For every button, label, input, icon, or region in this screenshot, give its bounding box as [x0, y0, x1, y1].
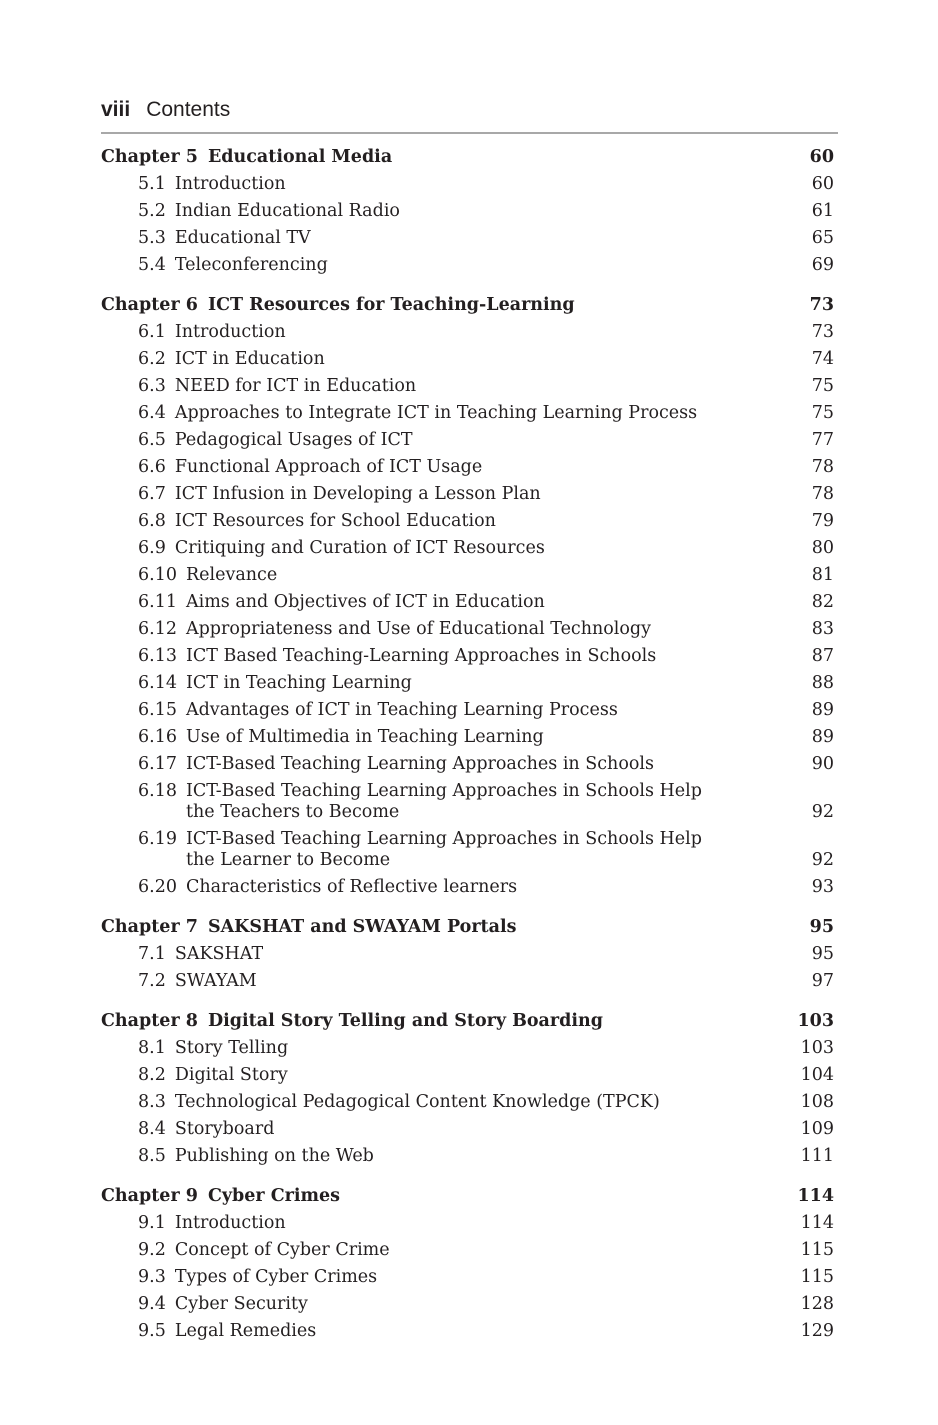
toc-entry[interactable]: [101, 1318, 834, 1345]
toc-entry[interactable]: [101, 225, 834, 252]
section-title-line: Approaches to Integrate ICT in Teaching Learning Process: [174, 403, 698, 423]
section-title-continuation: the Teachers to Become: [185, 802, 400, 822]
section-number: 9.1: [138, 1213, 166, 1233]
chapter-block: [101, 1183, 834, 1345]
chapter-page-number: 60: [809, 147, 834, 167]
toc-entry[interactable]: [101, 751, 834, 778]
section-page-number: 75: [811, 403, 834, 423]
toc-entry[interactable]: [101, 1291, 834, 1318]
toc-entry-text: [138, 427, 413, 454]
section-title: [186, 724, 544, 751]
toc-entry-text: [138, 616, 651, 643]
section-title: [175, 1143, 374, 1170]
toc-entry[interactable]: [101, 508, 834, 535]
section-title: [186, 643, 656, 670]
toc-entry-text: [138, 1035, 288, 1062]
toc-entry[interactable]: [101, 535, 834, 562]
toc-entry[interactable]: [101, 346, 834, 373]
chapter-block: [101, 914, 834, 995]
section-title-line: Functional Approach of ICT Usage: [174, 457, 483, 477]
toc-entry-text: [138, 562, 277, 589]
section-title-line: SAKSHAT: [174, 944, 264, 964]
chapter-title: Digital Story Telling and Story Boarding: [207, 1011, 603, 1031]
chapter-title-group: [101, 1008, 603, 1035]
section-title-line: ICT-Based Teaching Learning Approaches in Schools: [185, 754, 654, 774]
section-page-number: 93: [811, 877, 834, 897]
toc-entry[interactable]: [101, 427, 834, 454]
chapter-title: ICT Resources for Teaching-Learning: [207, 295, 575, 315]
toc-entry[interactable]: [101, 319, 834, 346]
section-number: 6.14: [138, 673, 177, 693]
section-title-line: Aims and Objectives of ICT in Education: [185, 592, 545, 612]
section-title: [175, 373, 416, 400]
chapter-title-group: [101, 144, 392, 171]
chapter-block: [101, 1008, 834, 1170]
toc-entry-text: [138, 941, 263, 968]
section-number: 8.1: [138, 1038, 166, 1058]
section-number: 9.4: [138, 1294, 166, 1314]
section-title-line: ICT-Based Teaching Learning Approaches in Schools Help: [185, 829, 702, 849]
section-number: 9.2: [138, 1240, 166, 1260]
toc-entry-text: [138, 751, 654, 778]
section-title: [175, 225, 311, 252]
toc-entry-text: [138, 1062, 288, 1089]
toc-entry-text: [138, 968, 257, 995]
section-number: 5.3: [138, 228, 166, 248]
table-of-contents: [101, 144, 834, 1358]
section-title: [175, 319, 286, 346]
section-page-number: 128: [800, 1294, 834, 1314]
chapter-label: Chapter 9: [101, 1186, 198, 1206]
section-title-line: NEED for ICT in Education: [174, 376, 417, 396]
toc-entry[interactable]: [101, 826, 834, 874]
chapter-page-number: 103: [797, 1011, 834, 1031]
toc-entry[interactable]: [101, 670, 834, 697]
section-title: [175, 941, 263, 968]
toc-entry[interactable]: [101, 941, 834, 968]
section-title: [175, 1210, 286, 1237]
section-number: 6.11: [138, 592, 177, 612]
section-number: 6.18: [138, 781, 177, 801]
section-title-continuation: the Learner to Become: [185, 850, 391, 870]
toc-entry-text: [138, 697, 618, 724]
section-title-line: Introduction: [174, 322, 286, 342]
section-page-number: 89: [811, 700, 834, 720]
section-title-line: Legal Remedies: [174, 1321, 317, 1341]
toc-entry[interactable]: [101, 1035, 834, 1062]
section-page-number: 78: [811, 484, 834, 504]
section-number: 7.1: [138, 944, 166, 964]
section-title: [186, 562, 277, 589]
section-title: [186, 697, 618, 724]
section-page-number: 109: [800, 1119, 834, 1139]
section-page-number: 65: [811, 228, 834, 248]
toc-entry-text: [138, 1116, 274, 1143]
section-title: [175, 252, 328, 279]
section-page-number: 129: [800, 1321, 834, 1341]
section-page-number: 104: [800, 1065, 834, 1085]
section-title: [175, 968, 257, 995]
section-title-line: Appropriateness and Use of Educational Technology: [185, 619, 652, 639]
section-title-line: Teleconferencing: [174, 255, 328, 275]
toc-entry-text: [138, 481, 541, 508]
section-title-line: Relevance: [185, 565, 278, 585]
section-page-number: 115: [800, 1267, 834, 1287]
section-title-line: Digital Story: [174, 1065, 288, 1085]
section-number: 5.1: [138, 174, 166, 194]
toc-entry-text: [138, 346, 325, 373]
chapter-page-number: 95: [809, 917, 834, 937]
section-title-line: Publishing on the Web: [174, 1146, 374, 1166]
section-page-number: 78: [811, 457, 834, 477]
section-title: [175, 1318, 316, 1345]
toc-entry[interactable]: [101, 1089, 834, 1116]
section-number: 5.2: [138, 201, 166, 221]
toc-entry[interactable]: [101, 400, 834, 427]
section-title-line: Technological Pedagogical Content Knowledge (TPCK): [174, 1092, 660, 1112]
chapter-heading[interactable]: [101, 1008, 834, 1035]
chapter-title-group: [101, 1183, 340, 1210]
section-page-number: 90: [811, 754, 834, 774]
toc-entry-text: [138, 400, 697, 427]
section-title: [175, 427, 413, 454]
section-page-number: 83: [811, 619, 834, 639]
toc-entry[interactable]: [101, 778, 834, 826]
section-page-number: 69: [811, 255, 834, 275]
chapter-heading[interactable]: [101, 914, 834, 941]
section-number: 8.2: [138, 1065, 166, 1085]
toc-entry-text: [138, 373, 416, 400]
section-title-line: ICT Based Teaching-Learning Approaches in Schools: [185, 646, 657, 666]
toc-entry[interactable]: [101, 171, 834, 198]
section-number: 6.5: [138, 430, 166, 450]
chapter-block: [101, 144, 834, 279]
toc-entry[interactable]: [101, 481, 834, 508]
section-title-line: Story Telling: [174, 1038, 289, 1058]
toc-entry-text: [138, 319, 286, 346]
toc-entry-text: [138, 1089, 660, 1116]
toc-entry-text: [138, 171, 286, 198]
section-title-line: ICT-Based Teaching Learning Approaches in Schools Help: [185, 781, 702, 801]
toc-entry-text: [138, 781, 702, 823]
toc-entry-text: [138, 643, 656, 670]
toc-entry-text: [138, 829, 702, 871]
section-title-line: ICT Resources for School Education: [174, 511, 496, 531]
section-number: 6.2: [138, 349, 166, 369]
section-title: [186, 781, 702, 823]
section-title: [175, 1264, 377, 1291]
chapter-label: Chapter 5: [101, 147, 198, 167]
chapter-heading[interactable]: [101, 144, 834, 171]
chapter-page-number: 114: [797, 1186, 834, 1206]
toc-entry[interactable]: [101, 1210, 834, 1237]
section-title: [175, 1035, 288, 1062]
section-title: [186, 589, 545, 616]
section-number: 9.5: [138, 1321, 166, 1341]
section-title-line: Educational TV: [174, 228, 311, 248]
section-title: [186, 751, 654, 778]
section-page-number: 60: [811, 174, 834, 194]
section-page-number: 74: [811, 349, 834, 369]
chapter-title: SAKSHAT and SWAYAM Portals: [207, 917, 517, 937]
section-number: 6.13: [138, 646, 177, 666]
section-number: 9.3: [138, 1267, 166, 1287]
chapter-label: Chapter 8: [101, 1011, 198, 1031]
toc-entry-text: [138, 1264, 377, 1291]
section-number: 6.4: [138, 403, 166, 423]
chapter-heading[interactable]: [101, 1183, 834, 1210]
section-title: [186, 616, 651, 643]
toc-entry[interactable]: [101, 589, 834, 616]
section-title-line: ICT Infusion in Developing a Lesson Plan: [174, 484, 541, 504]
section-title-line: Characteristics of Reflective learners: [185, 877, 518, 897]
section-title: [186, 829, 702, 871]
section-title: [175, 454, 482, 481]
toc-entry-text: [138, 252, 328, 279]
section-number: 6.12: [138, 619, 177, 639]
section-title: [186, 874, 517, 901]
toc-entry[interactable]: [101, 1062, 834, 1089]
toc-entry-text: [138, 1143, 374, 1170]
toc-entry[interactable]: [101, 616, 834, 643]
toc-entry[interactable]: [101, 252, 834, 279]
section-title: [175, 346, 325, 373]
section-title: [175, 481, 541, 508]
toc-entry[interactable]: [101, 968, 834, 995]
section-title: [175, 400, 697, 427]
toc-entry-text: [138, 198, 400, 225]
section-title: [175, 1062, 288, 1089]
chapter-title-group: [101, 914, 516, 941]
toc-entry-text: [138, 1210, 286, 1237]
chapter-heading[interactable]: [101, 292, 834, 319]
toc-entry[interactable]: [101, 643, 834, 670]
section-number: 5.4: [138, 255, 166, 275]
section-number: 8.4: [138, 1119, 166, 1139]
section-title: [175, 508, 496, 535]
section-title: [175, 1237, 390, 1264]
section-page-number: 77: [811, 430, 834, 450]
toc-entry-text: [138, 454, 482, 481]
section-title-line: Use of Multimedia in Teaching Learning: [185, 727, 544, 747]
section-title-line: SWAYAM: [174, 971, 257, 991]
section-number: 6.15: [138, 700, 177, 720]
section-page-number: 81: [811, 565, 834, 585]
section-number: 6.16: [138, 727, 177, 747]
section-page-number: 95: [811, 944, 834, 964]
section-page-number: 115: [800, 1240, 834, 1260]
section-page-number: 79: [811, 511, 834, 531]
section-title-line: Storyboard: [174, 1119, 275, 1139]
section-number: 6.3: [138, 376, 166, 396]
toc-entry-text: [138, 508, 496, 535]
section-page-number: 111: [800, 1146, 834, 1166]
section-number: 7.2: [138, 971, 166, 991]
chapter-title: Cyber Crimes: [207, 1186, 341, 1206]
toc-entry-text: [138, 670, 412, 697]
section-number: 6.17: [138, 754, 177, 774]
toc-entry[interactable]: [101, 454, 834, 481]
chapter-title-group: [101, 292, 575, 319]
chapter-label: Chapter 7: [101, 917, 198, 937]
toc-entry[interactable]: [101, 1264, 834, 1291]
toc-entry-text: [138, 1318, 316, 1345]
section-page-number: 92: [811, 850, 834, 870]
running-header: [101, 96, 838, 134]
section-number: 6.6: [138, 457, 166, 477]
section-title-line: Introduction: [174, 174, 286, 194]
toc-entry-text: [138, 1237, 390, 1264]
section-number: 6.9: [138, 538, 166, 558]
section-page-number: 88: [811, 673, 834, 693]
section-number: 6.10: [138, 565, 177, 585]
section-page-number: 61: [811, 201, 834, 221]
page-folio: viii: [101, 98, 131, 121]
section-title: [175, 1291, 308, 1318]
section-title-line: Critiquing and Curation of ICT Resources: [174, 538, 545, 558]
toc-entry[interactable]: [101, 1143, 834, 1170]
section-page-number: 87: [811, 646, 834, 666]
section-page-number: 103: [800, 1038, 834, 1058]
toc-entry-text: [138, 874, 517, 901]
toc-entry-text: [138, 589, 545, 616]
section-page-number: 75: [811, 376, 834, 396]
toc-entry[interactable]: [101, 1237, 834, 1264]
section-title: [186, 670, 412, 697]
section-page-number: 80: [811, 538, 834, 558]
section-title: [175, 1116, 275, 1143]
toc-entry[interactable]: [101, 373, 834, 400]
section-title-line: Pedagogical Usages of ICT: [174, 430, 413, 450]
toc-entry-text: [138, 225, 311, 252]
section-title-line: ICT in Teaching Learning: [185, 673, 412, 693]
toc-entry-text: [138, 535, 545, 562]
section-page-number: 92: [811, 802, 834, 822]
chapter-label: Chapter 6: [101, 295, 198, 315]
toc-entry-text: [138, 1291, 308, 1318]
section-title-line: Advantages of ICT in Teaching Learning Process: [185, 700, 618, 720]
running-title: Contents: [146, 98, 231, 121]
section-page-number: 108: [800, 1092, 834, 1112]
section-page-number: 97: [811, 971, 834, 991]
section-title-line: ICT in Education: [174, 349, 325, 369]
section-number: 6.7: [138, 484, 166, 504]
section-page-number: 73: [811, 322, 834, 342]
section-number: 8.5: [138, 1146, 166, 1166]
toc-entry-text: [138, 724, 544, 751]
section-title: [175, 1089, 660, 1116]
section-number: 6.19: [138, 829, 177, 849]
section-number: 6.8: [138, 511, 166, 531]
section-title-line: Introduction: [174, 1213, 286, 1233]
toc-entry[interactable]: [101, 562, 834, 589]
chapter-block: [101, 292, 834, 901]
section-title-line: Types of Cyber Crimes: [174, 1267, 378, 1287]
section-title-line: Concept of Cyber Crime: [174, 1240, 390, 1260]
toc-entry[interactable]: [101, 874, 834, 901]
section-title-line: Indian Educational Radio: [174, 201, 400, 221]
section-page-number: 89: [811, 727, 834, 747]
section-title: [175, 198, 400, 225]
section-title-line: Cyber Security: [174, 1294, 308, 1314]
chapter-page-number: 73: [809, 295, 834, 315]
toc-entry[interactable]: [101, 697, 834, 724]
section-page-number: 82: [811, 592, 834, 612]
section-number: 6.20: [138, 877, 177, 897]
toc-entry[interactable]: [101, 724, 834, 751]
section-number: 8.3: [138, 1092, 166, 1112]
section-page-number: 114: [800, 1213, 834, 1233]
section-number: 6.1: [138, 322, 166, 342]
chapter-title: Educational Media: [207, 147, 393, 167]
toc-entry[interactable]: [101, 198, 834, 225]
section-title: [175, 535, 545, 562]
toc-entry[interactable]: [101, 1116, 834, 1143]
section-title: [175, 171, 286, 198]
